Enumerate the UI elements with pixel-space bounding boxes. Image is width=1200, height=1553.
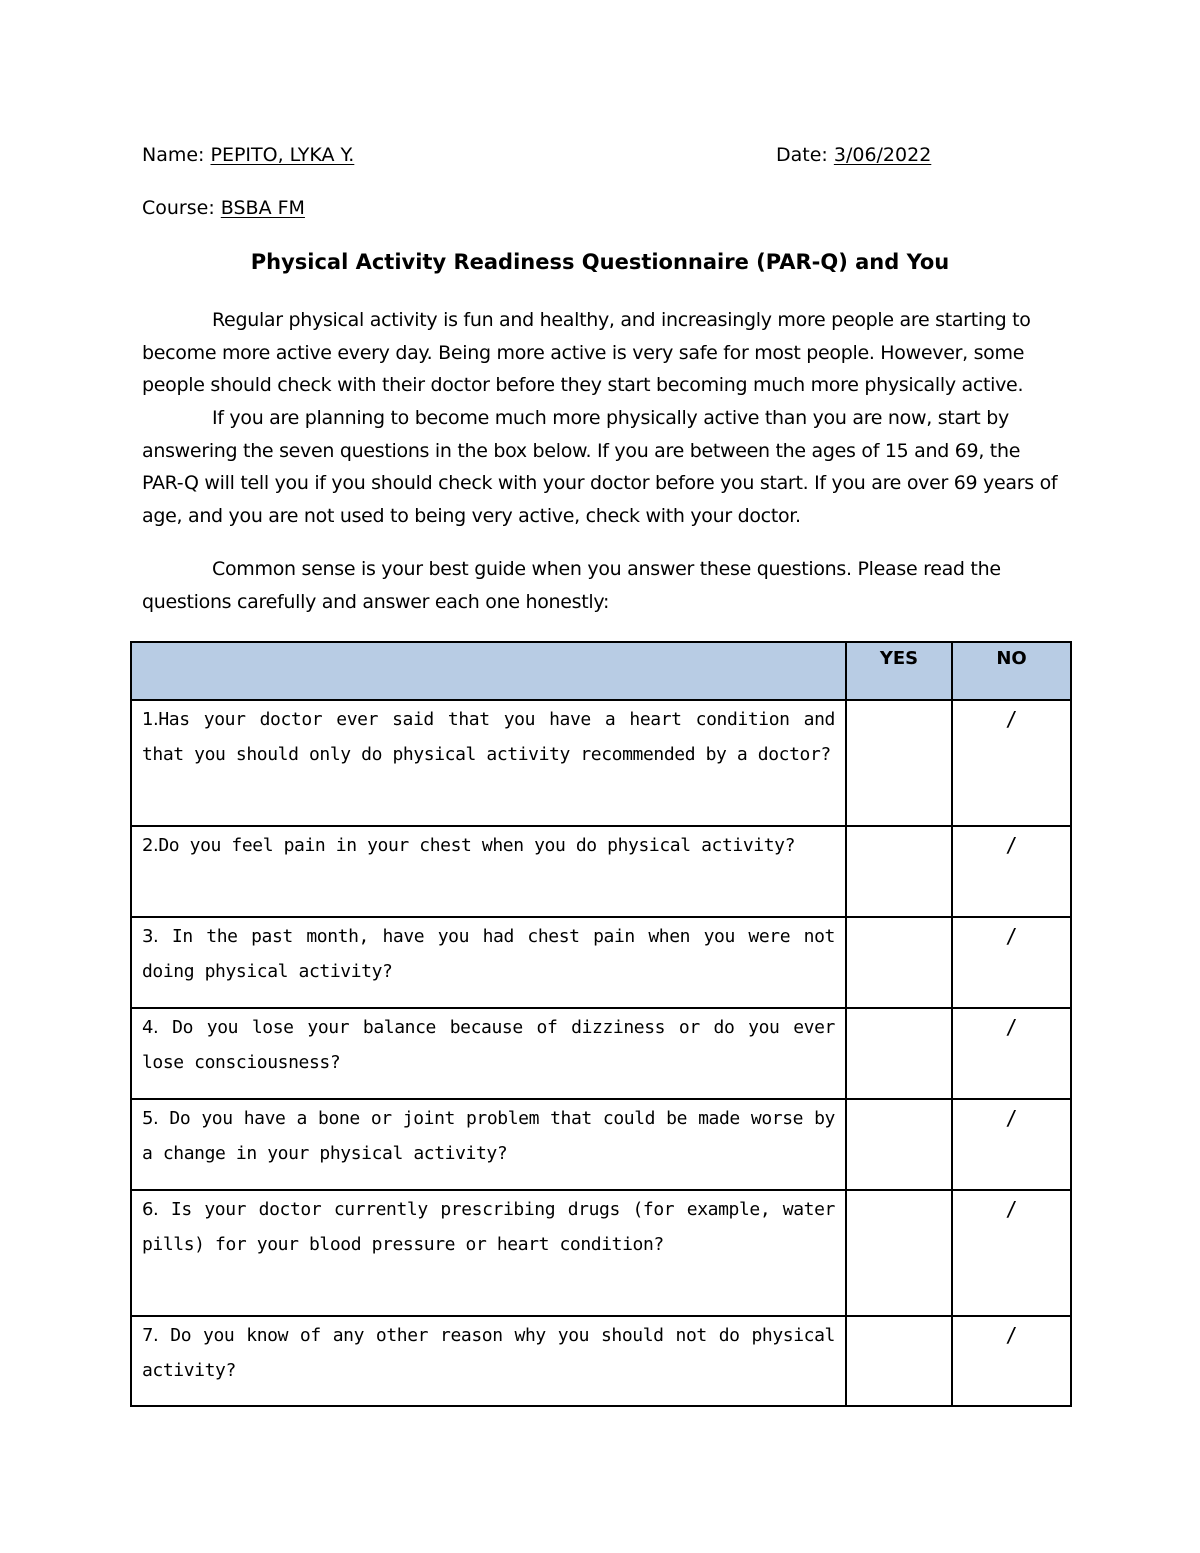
date-value: 3/06/2022 bbox=[833, 144, 932, 166]
no-answer-cell[interactable]: / bbox=[952, 1099, 1071, 1190]
course-label: Course: bbox=[142, 197, 221, 219]
questions-table bbox=[130, 641, 1072, 1407]
table-row bbox=[131, 917, 1071, 1008]
course-line bbox=[142, 197, 305, 219]
question-number: 1. bbox=[142, 709, 159, 730]
yes-answer-cell[interactable] bbox=[846, 1316, 952, 1406]
yes-answer-cell[interactable] bbox=[846, 1099, 952, 1190]
question-text: Has your doctor ever said that you have a heart condition and that you should only do physical activity recommended by a doctor? bbox=[142, 709, 835, 765]
question-text: Do you know of any other reason why you should not do physical activity? bbox=[142, 1325, 835, 1381]
no-answer-cell[interactable]: / bbox=[952, 917, 1071, 1008]
yes-column-header: YES bbox=[846, 642, 952, 700]
question-number: 3. bbox=[142, 926, 159, 947]
instructions-paragraph: If you are planning to become much more physically active than you are now, start by answering the seven questions in the box below. If you are between the ages of 15 and 69, the PAR-Q will tell you if you should check with your doctor before you start. If you are over 69 years of age, and you are not used to being very active, check with your doctor. bbox=[142, 407, 1058, 527]
table-row bbox=[131, 1099, 1071, 1190]
question-number: 7. bbox=[142, 1325, 159, 1346]
question-cell bbox=[131, 1099, 846, 1190]
question-cell bbox=[131, 1190, 846, 1316]
question-text: Do you feel pain in your chest when you do physical activity? bbox=[158, 835, 796, 856]
table-row bbox=[131, 1190, 1071, 1316]
question-cell bbox=[131, 917, 846, 1008]
no-answer-cell[interactable]: / bbox=[952, 826, 1071, 917]
guidance-paragraph: Common sense is your best guide when you answer these questions. Please read the questions carefully and answer each one honestly: bbox=[142, 558, 1001, 613]
date-label: Date: bbox=[776, 144, 834, 166]
document-title: Physical Activity Readiness Questionnaire (PAR-Q) and You bbox=[250, 250, 950, 274]
question-cell bbox=[131, 1008, 846, 1099]
yes-answer-cell[interactable] bbox=[846, 700, 952, 826]
question-number: 2. bbox=[142, 835, 159, 856]
yes-answer-cell[interactable] bbox=[846, 917, 952, 1008]
name-value: PEPITO, LYKA Y. bbox=[210, 144, 355, 166]
yes-answer-cell[interactable] bbox=[846, 1190, 952, 1316]
question-cell bbox=[131, 1316, 846, 1406]
question-number: 4. bbox=[142, 1017, 159, 1038]
question-text: Is your doctor currently prescribing drugs (for example, water pills) for your blood pressure or heart condition? bbox=[142, 1199, 835, 1255]
yes-answer-cell[interactable] bbox=[846, 826, 952, 917]
course-value: BSBA FM bbox=[220, 197, 305, 219]
no-column-header: NO bbox=[952, 642, 1071, 700]
name-line bbox=[142, 144, 354, 166]
table-row bbox=[131, 1008, 1071, 1099]
table-header-row bbox=[131, 642, 1071, 700]
no-answer-cell[interactable]: / bbox=[952, 1316, 1071, 1406]
no-answer-cell[interactable]: / bbox=[952, 1008, 1071, 1099]
name-label: Name: bbox=[142, 144, 211, 166]
question-number: 6. bbox=[142, 1199, 159, 1220]
yes-answer-cell[interactable] bbox=[846, 1008, 952, 1099]
question-text: Do you have a bone or joint problem that could be made worse by a change in your physical activity? bbox=[142, 1108, 835, 1164]
question-column-header bbox=[131, 642, 846, 700]
table-row bbox=[131, 1316, 1071, 1406]
question-cell bbox=[131, 826, 846, 917]
table-row bbox=[131, 700, 1071, 826]
intro-paragraph: Regular physical activity is fun and healthy, and increasingly more people are starting to become more active every day. Being more active is very safe for most people. However, some people should check with their doctor before they start becoming much more physically active. bbox=[142, 309, 1031, 396]
no-answer-cell[interactable]: / bbox=[952, 1190, 1071, 1316]
date-line bbox=[776, 144, 931, 166]
question-text: In the past month, have you had chest pain when you were not doing physical activity? bbox=[142, 926, 835, 982]
table-row bbox=[131, 826, 1071, 917]
question-number: 5. bbox=[142, 1108, 159, 1129]
no-answer-cell[interactable]: / bbox=[952, 700, 1071, 826]
question-text: Do you lose your balance because of dizziness or do you ever lose consciousness? bbox=[142, 1017, 835, 1073]
question-cell bbox=[131, 700, 846, 826]
